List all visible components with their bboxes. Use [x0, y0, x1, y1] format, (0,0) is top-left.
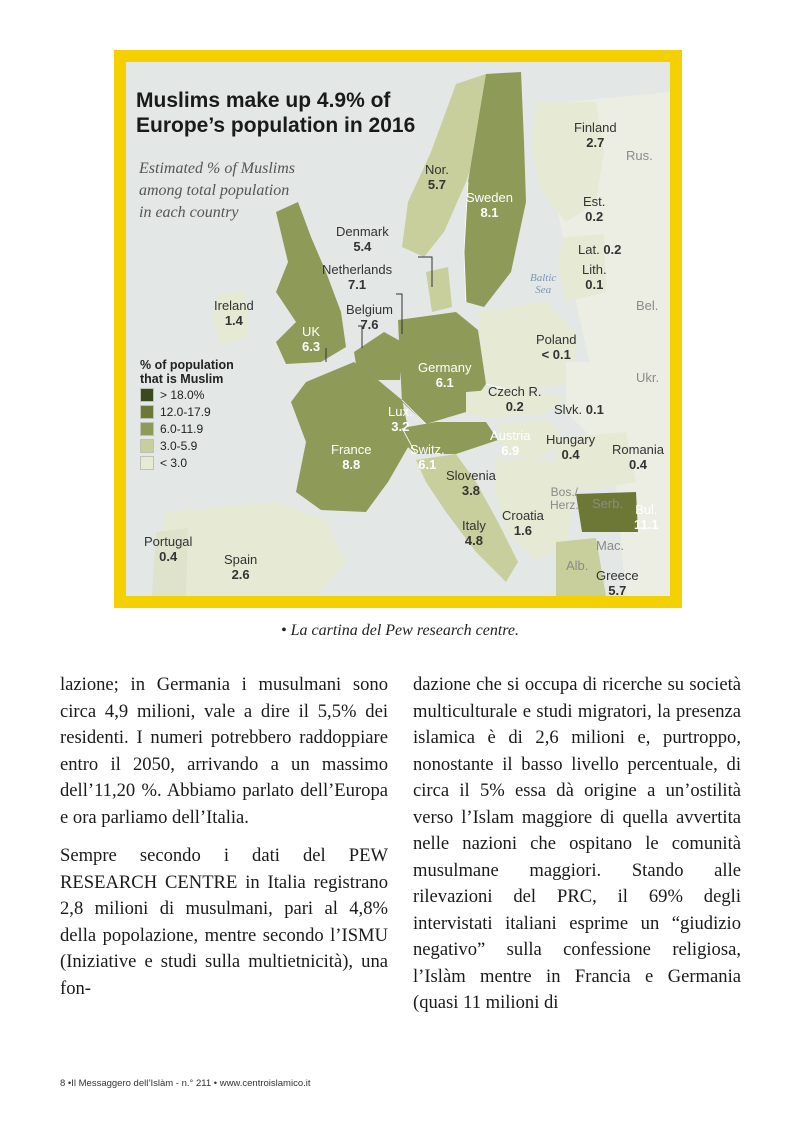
label-uk: UK 6.3 [302, 324, 321, 354]
legend-swatch [140, 439, 154, 453]
label-baltic-sea: Baltic Sea [530, 272, 557, 296]
label-romania: Romania 0.4 [612, 442, 665, 472]
label-lithuania: Lith. 0.1 [582, 262, 607, 292]
legend-item: 3.0-5.9 [140, 437, 234, 454]
figure-frame [114, 50, 682, 608]
legend-title: % of population that is Muslim [140, 358, 234, 386]
label-austria: Austria 6.9 [490, 428, 531, 458]
map-subtitle: Estimated % of Muslims among total population in each country [139, 160, 295, 221]
label-norway: Nor. 5.7 [425, 162, 449, 192]
label-poland: Poland < 0.1 [536, 332, 577, 362]
legend-item: < 3.0 [140, 454, 234, 471]
article-column-left [60, 672, 388, 1014]
legend-item: 6.0-11.9 [140, 420, 234, 437]
label-ireland: Ireland 1.4 [214, 298, 254, 328]
label-sweden: Sweden 8.1 [466, 190, 513, 220]
label-switzerland: Switz. 6.1 [410, 442, 445, 472]
legend-item: 12.0-17.9 [140, 403, 234, 420]
paragraph: dazione che si occupa di ricerche su società multiculturale e studi migratori, la presenza islamica è di 2,6 milioni e, purtroppo, nonostante il basso livello percentuale, di circa il 5% essa dà origine a un’ostilità verso l’Islam maggiore di quella avvertita nelle nazioni che ospitano le comunità musulmane maggiori. Stando alle rilevazioni del PRC, il 69% degli intervistati italiani esprime un “giudizio negativo” sulla confessione religiosa, l’Islàm mentre in Francia e Germania (quasi 11 milioni di [413, 674, 741, 1013]
legend-swatch [140, 456, 154, 470]
label-france: France 8.8 [331, 442, 372, 472]
label-slovakia: Slvk. 0.1 [554, 402, 604, 417]
label-spain: Spain 2.6 [224, 552, 258, 582]
label-bulgaria: Bul. 11.1 [634, 502, 659, 532]
label-hungary: Hungary 0.4 [546, 432, 596, 462]
label-portugal: Portugal 0.4 [144, 534, 193, 564]
map-title: Muslims make up 4.9% of Europe’s population in 2016 [136, 89, 416, 137]
label-latvia: Lat. 0.2 [578, 242, 622, 257]
page-footer: 8 •Il Messaggero dell’Islàm - n.° 211 • www.centroislamico.it [60, 1078, 311, 1089]
legend-swatch [140, 422, 154, 436]
label-czech: Czech R. 0.2 [488, 384, 542, 414]
label-bosnia: Bos./ Herz. [550, 485, 579, 512]
label-greece: Greece 5.7 [596, 568, 639, 596]
label-netherlands: Netherlands 7.1 [322, 262, 393, 292]
figure-caption: • La cartina del Pew research centre. [281, 622, 519, 639]
label-slovenia: Slovenia 3.8 [446, 468, 496, 498]
legend-swatch [140, 405, 154, 419]
paragraph: Sempre secondo i dati del PEW RESEARCH CENTRE in Italia registrano 2,8 milioni di musulmani, pari al 4,8% della popolazione, mentre secondo l’ISMU (Iniziative e studi sulla multietnicità), una fon- [60, 845, 388, 999]
label-ukraine: Ukr. [636, 370, 660, 385]
label-serbia: Serb. [592, 496, 624, 511]
legend-item: > 18.0% [140, 386, 234, 403]
legend-swatch [140, 388, 154, 402]
label-belarus: Bel. [636, 298, 659, 313]
europe-map [126, 62, 670, 596]
label-croatia: Croatia 1.6 [502, 508, 544, 538]
label-russia: Rus. [626, 148, 653, 163]
article-column-right [413, 672, 741, 1029]
label-denmark: Denmark 5.4 [336, 224, 389, 254]
label-luxembourg: Lux. 3.2 [388, 404, 413, 434]
paragraph: lazione; in Germania i musulmani sono circa 4,9 milioni, vale a dire il 5,5% dei residenti. I numeri potrebbero raddoppiare entro il 2050, arrivando a un massimo dell’11,20 %. Abbiamo parlato dell’Europa e ora parliamo dell’Italia. [60, 674, 388, 828]
label-germany: Germany 6.1 [418, 360, 472, 390]
map-legend [140, 358, 234, 471]
label-albania: Alb. [566, 558, 589, 573]
label-italy: Italy 4.8 [462, 518, 486, 548]
label-belgium: Belgium 7.6 [346, 302, 393, 332]
label-estonia: Est. 0.2 [583, 194, 606, 224]
label-macedonia: Mac. [596, 538, 625, 553]
label-finland: Finland 2.7 [574, 120, 617, 150]
